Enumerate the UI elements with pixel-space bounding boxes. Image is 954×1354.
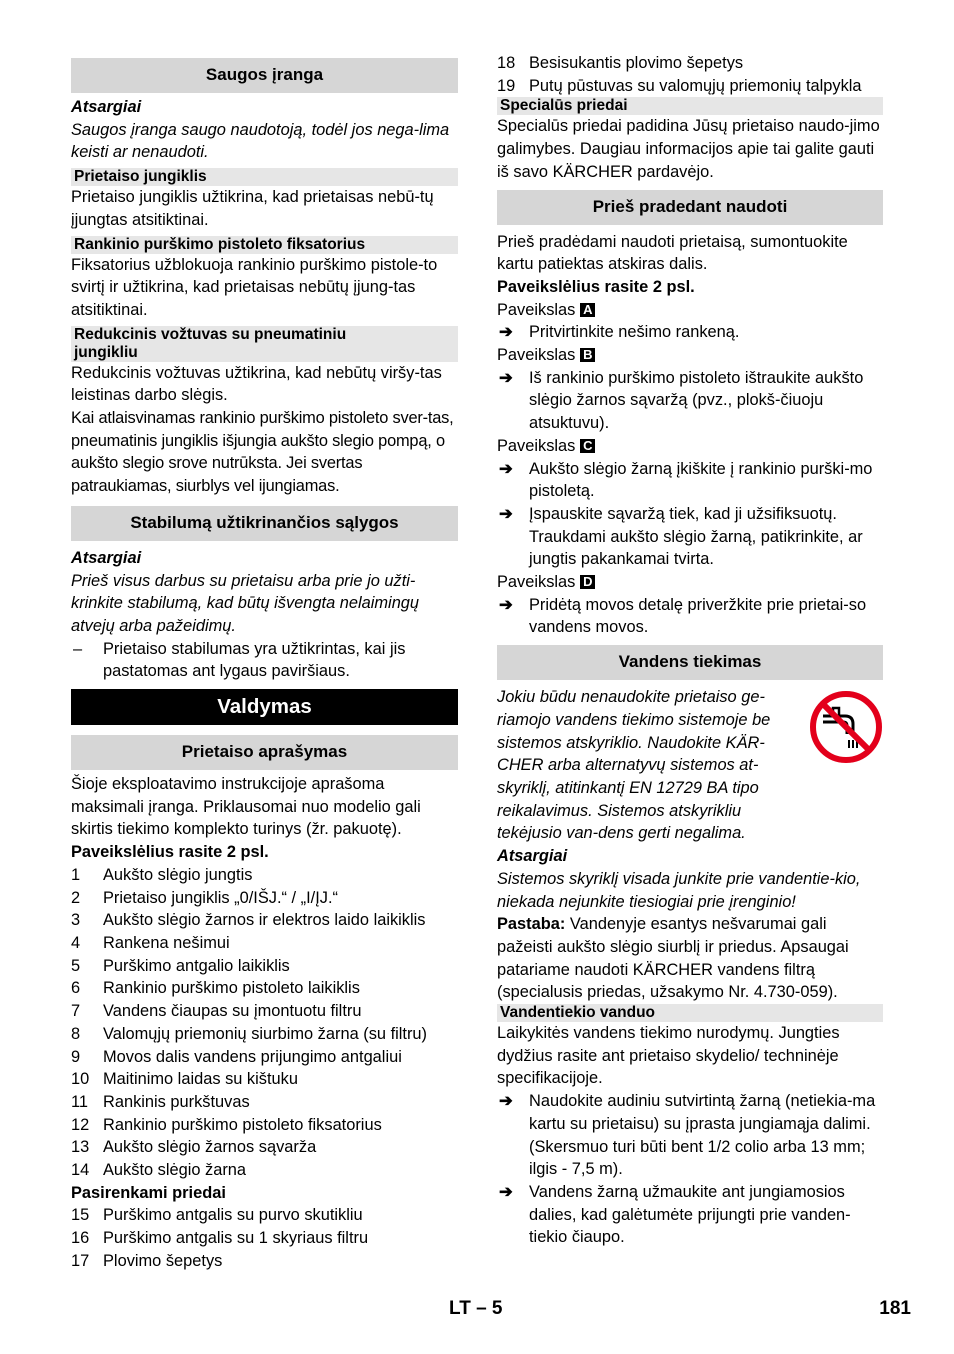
step-item bbox=[497, 503, 883, 571]
subheading-line: Redukcinis vožtuvas su pneumatiniu bbox=[74, 325, 347, 343]
figure-word: Paveikslas bbox=[497, 436, 576, 455]
list-item-number: 18 bbox=[497, 54, 516, 72]
step-item bbox=[497, 594, 883, 639]
arrow-icon: ➔ bbox=[499, 368, 513, 387]
section-heading-stabilumas: Stabilumą užtikrinančios sąlygos bbox=[71, 506, 458, 541]
no-drinking-water-icon bbox=[809, 690, 883, 764]
list-item-number: 13 bbox=[71, 1138, 90, 1157]
figure-letter-box: A bbox=[580, 303, 595, 317]
subheading-jungiklis: Prietaiso jungiklis bbox=[71, 168, 458, 186]
warning-title: Atsargiai bbox=[497, 847, 568, 866]
footer-language-page: LT – 5 bbox=[449, 1298, 503, 1319]
list-item bbox=[71, 1227, 458, 1250]
list-item-number: 3 bbox=[71, 911, 81, 930]
list-item-text: Aukšto slėgio žarnos ir elektros laido laikiklis bbox=[103, 911, 426, 930]
figure-label bbox=[497, 299, 883, 322]
list-item-text: Purškimo antgalis su 1 skyriaus filtru bbox=[103, 1229, 369, 1248]
list-item-text: Aukšto slėgio žarnos sąvarža bbox=[103, 1138, 317, 1157]
step-text: Naudokite audiniu sutvirtintą žarną (netiekia-ma kartu su prietaisu) su įprasta jungiamąja dalimi. (Skersmuo turi būti bent 1/2 colio arba 13 mm; ilgis - 7,5 m). bbox=[529, 1092, 876, 1179]
list-item-text: Besisukantis plovimo šepetys bbox=[529, 54, 744, 72]
list-item bbox=[71, 1000, 458, 1023]
dash-list-item bbox=[71, 638, 458, 683]
step-item bbox=[497, 367, 883, 435]
list-item-text: Maitinimo laidas su kištuku bbox=[103, 1070, 298, 1089]
figure-letter-box: B bbox=[580, 348, 595, 362]
right-column bbox=[497, 52, 883, 1249]
paragraph: Šioje eksploatavimo instrukcijoje aprašoma maksimali įranga. Priklausomai nuo modelio gali skirtis tiekimo komplekto turinys (žr. pakuotę). bbox=[71, 775, 421, 839]
note-label: Pastaba: bbox=[497, 915, 566, 934]
note-paragraph bbox=[497, 913, 883, 1004]
list-item-number: 14 bbox=[71, 1161, 90, 1180]
figure-word: Paveikslas bbox=[497, 573, 576, 592]
list-item bbox=[71, 1159, 458, 1182]
subheading-specialus: Specialūs priedai bbox=[497, 97, 883, 115]
list-item bbox=[71, 1023, 458, 1046]
list-item-text: Purškimo antgalio laikiklis bbox=[103, 956, 290, 975]
arrow-icon: ➔ bbox=[499, 1182, 513, 1201]
list-item-text: Aukšto slėgio jungtis bbox=[103, 865, 253, 884]
list-item-text: Vandens čiaupas su įmontuotu filtru bbox=[103, 1002, 362, 1021]
warning-title: Atsargiai bbox=[71, 548, 142, 567]
list-item-number: 16 bbox=[71, 1229, 90, 1248]
arrow-icon: ➔ bbox=[499, 323, 513, 342]
step-text: Pritvirtinkite nešimo rankeną. bbox=[529, 323, 740, 342]
arrow-icon: ➔ bbox=[499, 595, 513, 614]
list-item-number: 5 bbox=[71, 956, 81, 975]
list-item-text: Prietaiso stabilumas yra užtikrintas, kai jis pastatomas ant lygaus paviršiaus. bbox=[103, 639, 406, 681]
list-item-text: Rankinio purškimo pistoleto fiksatorius bbox=[103, 1115, 382, 1134]
figure-letter-box: C bbox=[580, 439, 595, 453]
list-item-number: 6 bbox=[71, 979, 81, 998]
list-item-number: 9 bbox=[71, 1047, 81, 1066]
left-column bbox=[71, 52, 458, 1273]
list-item bbox=[497, 75, 883, 98]
paragraph: Kai atlaisvinamas rankinio purškimo pistoleto sver-tas, pneumatinis jungiklis išjungia aukšto slegio pompą, o aukšto slegio srove nutrūksta. Jei svertas patraukiamas, siurblys vel ijungiamas. bbox=[71, 409, 454, 496]
step-text: Iš rankinio purškimo pistoleto ištraukite aukšto slėgio žarnos sąvaržą (pvz., plokš-čiuoju atsuktuvu). bbox=[529, 368, 864, 433]
figure-label bbox=[497, 435, 883, 458]
list-item-text: Aukšto slėgio žarna bbox=[103, 1161, 247, 1180]
parts-list-continued bbox=[497, 52, 883, 97]
list-item bbox=[71, 1136, 458, 1159]
step-item bbox=[497, 1181, 883, 1249]
list-item-number: 19 bbox=[497, 76, 516, 95]
list-item-number: 1 bbox=[71, 865, 81, 884]
figures-reference: Paveikslėlius rasite 2 psl. bbox=[497, 277, 695, 296]
list-item bbox=[71, 1068, 458, 1091]
step-item bbox=[497, 321, 883, 344]
list-item-text: Rankinio purškimo pistoleto laikiklis bbox=[103, 979, 360, 998]
step-text: Įspauskite sąvaržą tiek, kad ji užsifiksuotų. Traukdami aukšto slėgio žarną, patikrinkite, ar jungtis pakankamai tvirta. bbox=[529, 504, 863, 569]
arrow-icon: ➔ bbox=[499, 504, 513, 523]
parts-list bbox=[71, 864, 458, 1182]
water-warning-span: Jokiu būdu nenaudokite prietaiso ge-riamojo vandens tiekimo sistemoje be sistemos atskyriklio. Naudokite KÄR-CHER arba alternatyvų sistemos at-skyriklį, atitinkantį EN 12729 BA tipo reikalavimus. Sistemos atskyrikliu tekėjusio van-dens gerti negalima. bbox=[497, 688, 771, 843]
list-item bbox=[71, 1250, 458, 1273]
note-text: Vandenyje esantys nešvarumai gali pažeisti aukšto slėgio siurblį ir priedus. Apsaugai patariame naudoti KÄRCHER vandens filtrą (specialusis priedas, užsakymo Nr. 4.730-059). bbox=[497, 915, 849, 1002]
section-heading-pries: Prieš pradedant naudoti bbox=[497, 190, 883, 225]
list-item-number: 7 bbox=[71, 1002, 81, 1021]
list-item bbox=[497, 52, 883, 75]
step-item bbox=[497, 458, 883, 503]
list-item-text: Movos dalis vandens prijungimo antgaliui bbox=[103, 1047, 402, 1066]
figure-label bbox=[497, 571, 883, 594]
list-item-text: Valomųjų priemonių siurbimo žarna (su filtru) bbox=[103, 1024, 427, 1043]
list-item-number: 4 bbox=[71, 933, 81, 952]
figure-label bbox=[497, 344, 883, 367]
arrow-icon: ➔ bbox=[499, 1092, 513, 1111]
footer-page-number: 181 bbox=[879, 1298, 911, 1319]
warning-text: Sistemos skyriklį visada junkite prie vandentie-kio, niekada nejunkite tiesiogiai prie įrenginio! bbox=[497, 869, 861, 911]
figure-word: Paveikslas bbox=[497, 346, 576, 365]
figure-word: Paveikslas bbox=[497, 300, 576, 319]
section-heading-aprasymas: Prietaiso aprašymas bbox=[71, 735, 458, 770]
subheading-vanduo: Vandentiekio vanduo bbox=[497, 1004, 883, 1022]
warning-text: Prieš visus darbus su prietaisu arba prie jo užti-krinkite stabilumą, kad būtų išvengta nelaimingų atvejų arba pažeidimų. bbox=[71, 571, 420, 635]
step-text: Pridėtą movos detalę priveržkite prie prietai-so vandens movos. bbox=[529, 595, 867, 637]
list-item-text: Rankena nešimui bbox=[103, 933, 230, 952]
step-text: Vandens žarną užmaukite ant jungiamosios dalies, kad galėtumėte prijungti prie vanden-tiekio čiaupo. bbox=[529, 1182, 851, 1247]
list-item-number: 10 bbox=[71, 1070, 90, 1089]
warning-text: Saugos įranga saugo naudotoją, todėl jos nega-lima keisti ar nenaudoti. bbox=[71, 120, 450, 162]
paragraph: Redukcinis vožtuvas užtikrina, kad nebūtų viršy-tas leistinas darbo slėgis. bbox=[71, 363, 442, 405]
list-item bbox=[71, 977, 458, 1000]
paragraph: Fiksatorius užblokuoja rankinio purškimo pistole-to svirtį ir užtikrina, kad prietaisas nebūtų įjung-tas atsitiktinai. bbox=[71, 255, 438, 319]
list-item bbox=[71, 955, 458, 978]
list-item-number: 17 bbox=[71, 1251, 90, 1270]
section-heading-vandens: Vandens tiekimas bbox=[497, 645, 883, 680]
optional-accessories-title: Pasirenkami priedai bbox=[71, 1183, 226, 1202]
paragraph: Specialūs priedai padidina Jūsų prietaiso naudo-jimo galimybes. Daugiau informacijos apie tai galite gauti iš savo KÄRCHER pardavėjo. bbox=[497, 117, 880, 181]
subheading-line: jungikliu bbox=[74, 343, 138, 361]
subheading-fiksatorius: Rankinio purškimo pistoleto fiksatorius bbox=[71, 236, 458, 254]
paragraph: Laikykitės vandens tiekimo nurodymų. Jungties dydžius rasite ant prietaiso skydelio/ techninėje specifikacijoje. bbox=[497, 1024, 840, 1088]
chapter-heading-valdymas: Valdymas bbox=[71, 689, 458, 725]
list-item bbox=[71, 932, 458, 955]
paragraph: Prieš pradėdami naudoti prietaisą, sumontuokite kartu patiektas atskiras dalis. bbox=[497, 232, 848, 274]
list-item-number: 8 bbox=[71, 1024, 81, 1043]
step-item bbox=[497, 1090, 883, 1181]
list-item-number: 11 bbox=[71, 1092, 89, 1111]
arrow-icon: ➔ bbox=[499, 459, 513, 478]
list-item-number: 15 bbox=[71, 1206, 90, 1225]
list-item bbox=[71, 1091, 458, 1114]
list-item-text: Purškimo antgalis su purvo skutikliu bbox=[103, 1206, 363, 1225]
water-warning-block bbox=[497, 686, 883, 845]
optional-parts-list bbox=[71, 1204, 458, 1272]
list-item-text: Plovimo šepetys bbox=[103, 1251, 223, 1270]
list-item-number: 2 bbox=[71, 888, 81, 907]
list-item bbox=[71, 1046, 458, 1069]
list-item bbox=[71, 909, 458, 932]
list-item bbox=[71, 887, 458, 910]
list-item-text: Putų pūstuvas su valomųjų priemonių talpykla bbox=[529, 76, 862, 95]
section-heading-saugos: Saugos įranga bbox=[71, 58, 458, 93]
list-item-text: Prietaiso jungiklis „0/IŠJ.“ / „I/ĮJ.“ bbox=[103, 888, 338, 907]
dash-icon: – bbox=[73, 639, 83, 658]
figures-reference: Paveikslėlius rasite 2 psl. bbox=[71, 843, 269, 862]
list-item bbox=[71, 864, 458, 887]
figure-letter-box: D bbox=[580, 575, 595, 589]
list-item bbox=[71, 1114, 458, 1137]
paragraph: Prietaiso jungiklis užtikrina, kad prietaisas nebū-tų įjungtas atsitiktinai. bbox=[71, 188, 434, 229]
list-item-number: 12 bbox=[71, 1115, 90, 1134]
step-text: Aukšto slėgio žarną įkiškite į rankinio purški-mo pistoletą. bbox=[529, 459, 873, 501]
subheading-redukcinis bbox=[71, 326, 458, 362]
list-item-text: Rankinis purkštuvas bbox=[103, 1092, 250, 1111]
warning-title: Atsargiai bbox=[71, 98, 142, 116]
list-item bbox=[71, 1204, 458, 1227]
